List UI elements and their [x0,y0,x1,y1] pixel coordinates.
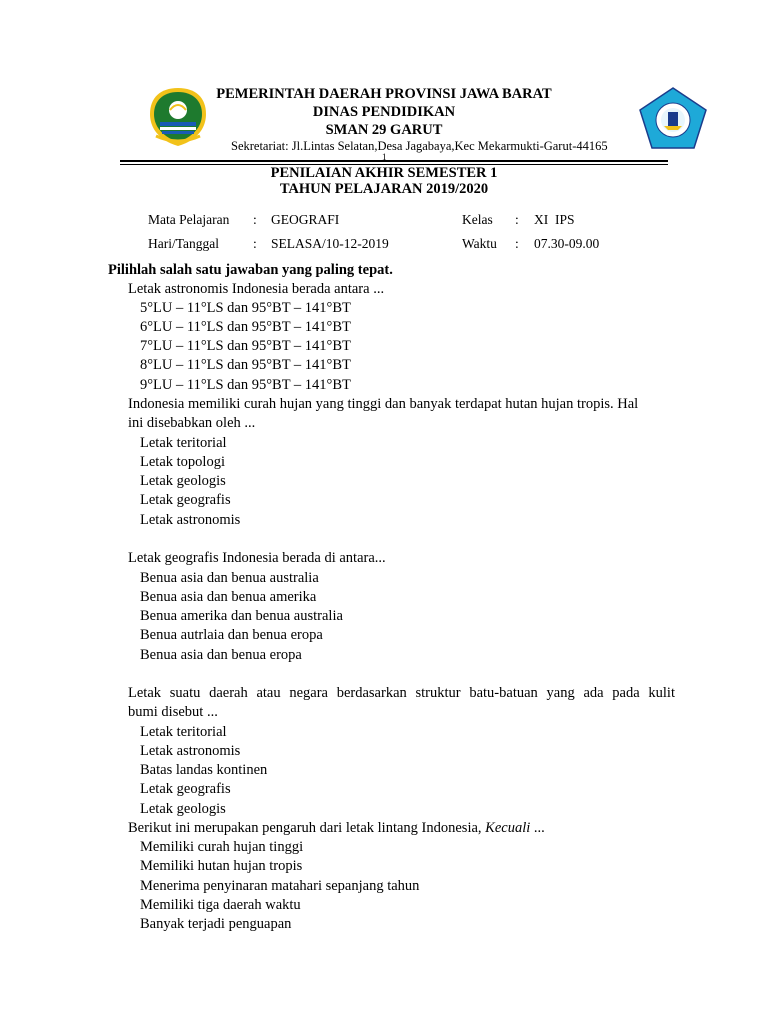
question-5-text [128,820,545,837]
question-2-option-c: Letak geologis [140,473,226,489]
time-value: 07.30-09.00 [534,236,600,251]
question-3-text: Letak geografis Indonesia berada di antara... [128,550,386,566]
header-address: Sekretariat: Jl.Lintas Selatan,Desa Jagabaya,Kec Mekarmukti-Garut-44165 [231,139,608,153]
class-label: Kelas [462,212,493,227]
question-3-option-e: Benua asia dan benua eropa [140,647,302,663]
question-4-option-c: Batas landas kontinen [140,762,268,778]
question-3-option-b: Benua asia dan benua amerika [140,589,317,605]
question-2-text-line-2: ini disebabkan oleh ... [128,415,256,431]
question-1-text: Letak astronomis Indonesia berada antara ... [128,281,385,297]
question-1-option-c: 7°LU – 11°LS dan 95°BT – 141°BT [140,338,351,354]
subject-value: GEOGRAFI [271,212,340,227]
question-4-option-a: Letak teritorial [140,724,227,740]
question-2-option-b: Letak topologi [140,454,225,470]
question-5-text-main: Berikut ini merupakan pengaruh dari letak lintang Indonesia, [128,820,486,836]
header-line-1: PEMERINTAH DAERAH PROVINSI JAWA BARAT [216,86,552,102]
class-colon: : [515,212,519,227]
class-value: XI IPS [534,212,575,227]
question-4-text-line-2: bumi disebut ... [128,704,218,720]
question-3-option-d: Benua autrlaia dan benua eropa [140,627,323,643]
question-5-text-italic: Kecuali [485,820,531,836]
header-address-tail: 1 [382,152,387,162]
question-5-text-end: ... [530,820,545,836]
subject-label: Mata Pelajaran [148,212,230,227]
question-1-option-b: 6°LU – 11°LS dan 95°BT – 141°BT [140,319,351,335]
question-5-option-e: Banyak terjadi penguapan [140,916,292,932]
time-label: Waktu [462,236,497,251]
question-4-option-e: Letak geologis [140,801,226,817]
question-5-option-a: Memiliki curah hujan tinggi [140,839,304,855]
header-rule-thick [120,160,668,162]
question-2-option-a: Letak teritorial [140,435,227,451]
question-1-option-e: 9°LU – 11°LS dan 95°BT – 141°BT [140,377,351,393]
date-colon: : [253,236,257,251]
instruction: Pilihlah salah satu jawaban yang paling tepat. [108,262,393,278]
question-2-option-e: Letak astronomis [140,512,241,528]
question-1-option-a: 5°LU – 11°LS dan 95°BT – 141°BT [140,300,351,316]
question-2-option-d: Letak geografis [140,492,231,508]
question-5-option-b: Memiliki hutan hujan tropis [140,858,303,874]
question-2-text-line-1: Indonesia memiliki curah hujan yang tinggi dan banyak terdapat hutan hujan tropis. Hal [128,396,639,412]
header-line-3: SMAN 29 GARUT [325,122,443,138]
header-line-2: DINAS PENDIDIKAN [312,104,456,120]
time-colon: : [515,236,519,251]
question-3-option-c: Benua amerika dan benua australia [140,608,343,624]
date-value: SELASA/10-12-2019 [271,236,389,251]
date-label: Hari/Tanggal [148,236,220,251]
question-1-option-d: 8°LU – 11°LS dan 95°BT – 141°BT [140,357,351,373]
question-5-option-c: Menerima penyinaran matahari sepanjang tahun [140,878,420,894]
exam-title-2: TAHUN PELAJARAN 2019/2020 [279,181,489,197]
question-5-option-d: Memiliki tiga daerah waktu [140,897,301,913]
question-3-option-a: Benua asia dan benua australia [140,570,319,586]
question-4-option-b: Letak astronomis [140,743,241,759]
question-4-option-d: Letak geografis [140,781,231,797]
subject-colon: : [253,212,257,227]
question-4-text-line-1: Letak suatu daerah atau negara berdasarkan struktur batu-batuan yang ada pada kulit [128,685,675,701]
exam-title-1: PENILAIAN AKHIR SEMESTER 1 [270,165,498,181]
